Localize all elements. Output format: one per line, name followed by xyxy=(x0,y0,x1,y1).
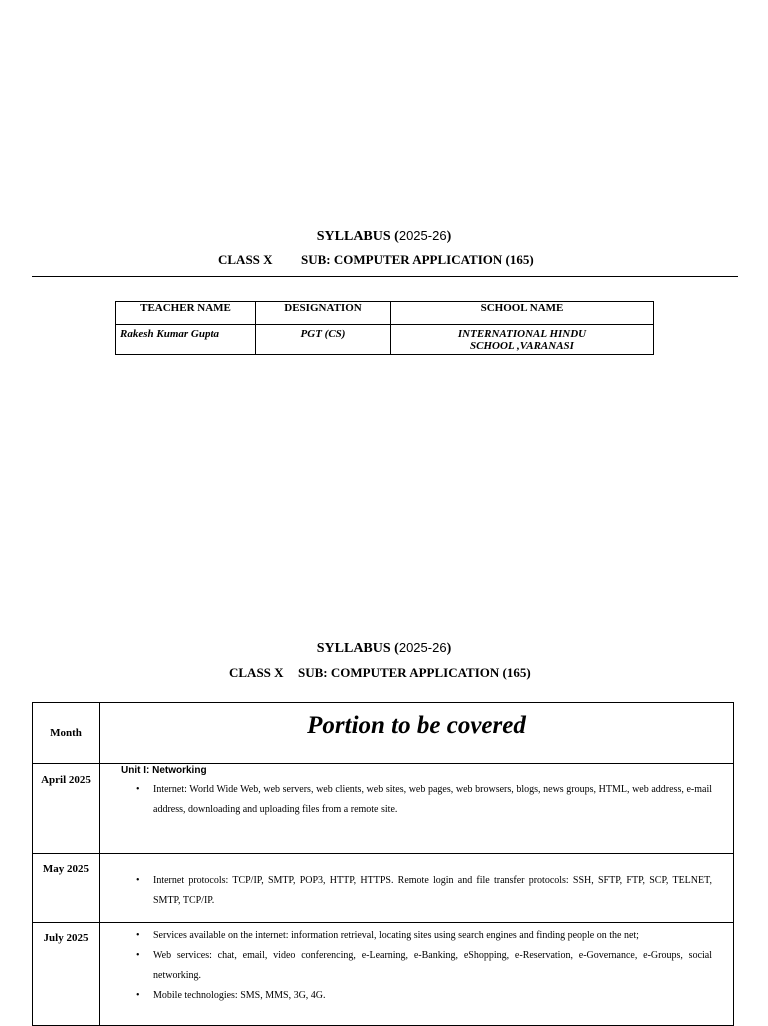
syllabus-row-may xyxy=(33,854,734,923)
teacher-name-cell: Rakesh Kumar Gupta xyxy=(116,325,256,355)
topic-item: • Web services: chat, email, video conferencing, e-Learning, e-Banking, eShopping, e-Reservation, e-Governance, e-Groups, social networking. xyxy=(153,946,712,986)
portion-cell xyxy=(100,854,734,923)
school-name-line2: SCHOOL ,VARANASI xyxy=(470,340,574,352)
month-cell: May 2025 xyxy=(33,854,100,923)
title-close: ) xyxy=(446,229,452,244)
portion-cell xyxy=(100,923,734,1026)
designation-cell: PGT (CS) xyxy=(256,325,391,355)
month-cell: July 2025 xyxy=(33,923,100,1026)
topic-list xyxy=(101,926,732,1006)
syllabus-header-row xyxy=(33,703,734,764)
subject-label-1: SUB: COMPUTER APPLICATION (165) xyxy=(301,252,534,267)
school-name-line1: INTERNATIONAL HINDU xyxy=(457,328,587,340)
teacher-table-row xyxy=(116,325,654,355)
portion-header: Portion to be covered xyxy=(100,703,734,764)
title-close: ) xyxy=(446,641,452,656)
syllabus-title-2 xyxy=(0,640,768,657)
topic-item: • Internet protocols: TCP/IP, SMTP, POP3, HTTP, HTTPS. Remote login and file transfer protocols: SSH, SFTP, FTP, SCP, TELNET, SMTP, TCP/IP. xyxy=(153,871,712,911)
class-label-1: CLASS X xyxy=(218,252,273,267)
portion-cell xyxy=(100,764,734,854)
title-text: SYLLABUS ( xyxy=(316,641,399,656)
class-label-2: CLASS X xyxy=(229,665,284,680)
header-teacher-name: TEACHER NAME xyxy=(116,302,256,325)
header-designation: DESIGNATION xyxy=(256,302,391,325)
title-text: SYLLABUS ( xyxy=(316,229,399,244)
month-header: Month xyxy=(33,703,100,764)
school-name-cell xyxy=(391,325,654,355)
unit-heading: Unit I: Networking xyxy=(121,765,207,776)
teacher-info-table xyxy=(115,301,654,355)
title-year: 2025-26 xyxy=(398,640,447,655)
month-cell: April 2025 xyxy=(33,764,100,854)
syllabus-row-april xyxy=(33,764,734,854)
subject-label-2: SUB: COMPUTER APPLICATION (165) xyxy=(298,665,531,680)
topic-item: • Mobile technologies: SMS, MMS, 3G, 4G. xyxy=(153,986,712,1006)
topic-list xyxy=(101,780,732,820)
topic-item: • Internet: World Wide Web, web servers, web clients, web sites, web pages, web browsers, blogs, news groups, HTML, web address, e-mail address, downloading and uploading files from a remote site. xyxy=(153,780,712,820)
header-divider xyxy=(32,276,738,277)
topic-list xyxy=(101,871,732,911)
teacher-table-header-row xyxy=(116,302,654,325)
syllabus-table xyxy=(32,702,734,1026)
topic-item: • Services available on the internet: information retrieval, locating sites using search engines and finding people on the net; xyxy=(153,926,712,946)
syllabus-row-july xyxy=(33,923,734,1026)
title-year: 2025-26 xyxy=(398,228,447,243)
syllabus-title-1 xyxy=(0,228,768,245)
header-school-name: SCHOOL NAME xyxy=(391,302,654,325)
